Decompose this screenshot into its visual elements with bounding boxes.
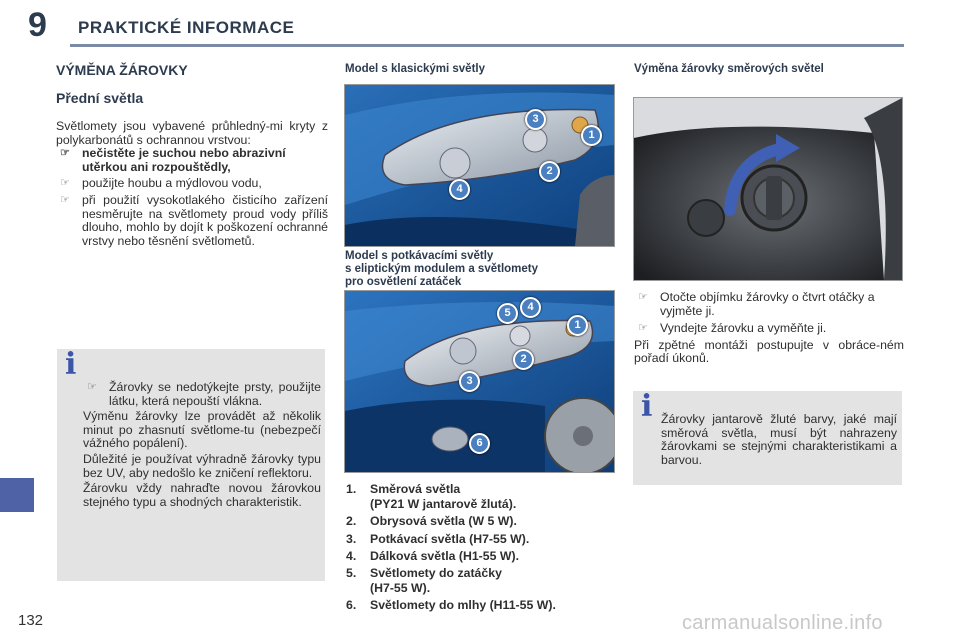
legend-text: Směrová světla bbox=[370, 482, 461, 496]
reassembly-note: Při zpětné montáži postupujte v obráce-ném pořadí úkonů. bbox=[634, 337, 904, 366]
section-title: VÝMĚNA ŽÁROVKY bbox=[56, 62, 188, 78]
step-item bbox=[634, 322, 904, 336]
info-para: Žárovku vždy nahraďte novou žárovkou stejného typu a shodných charakteristik. bbox=[83, 481, 321, 509]
legend-number: 1. bbox=[346, 482, 357, 496]
callout-badge bbox=[520, 297, 541, 318]
indicator-bulb-photo bbox=[633, 97, 903, 281]
model-heading-elliptic bbox=[345, 250, 538, 289]
indicator-bulb-illustration bbox=[634, 98, 902, 280]
callout-badge bbox=[469, 433, 490, 454]
step-text: Otočte objímku žárovky o čtvrt otáčky a vyjměte ji. bbox=[660, 290, 875, 318]
indicator-heading: Výměna žárovky směrových světel bbox=[634, 63, 824, 75]
callout-badge bbox=[567, 315, 588, 336]
info-content bbox=[83, 381, 321, 509]
legend-text: (H7-55 W). bbox=[370, 581, 431, 596]
headlight-classic-illustration bbox=[345, 85, 614, 246]
callout-badge bbox=[525, 109, 546, 130]
callout-badge bbox=[497, 303, 518, 324]
pointer-icon: ☞ bbox=[60, 177, 70, 190]
badge-label: 6 bbox=[469, 433, 490, 454]
legend-text: (PY21 W jantarově žlutá). bbox=[370, 497, 517, 512]
badge-label: 2 bbox=[539, 161, 560, 182]
indicator-steps bbox=[634, 291, 904, 366]
bullet-text: nečistěte je suchou nebo abrazivní utěrkou ani rozpouštědly, bbox=[82, 146, 286, 174]
header-rule bbox=[70, 44, 904, 47]
legend-text: Dálková světla (H1-55 W). bbox=[370, 548, 519, 563]
callout-badge bbox=[459, 371, 480, 392]
legend-item bbox=[346, 482, 616, 512]
info-bullet-text: Žárovky se nedotýkejte prsty, použijte látku, která nepouští vlákna. bbox=[109, 380, 321, 408]
step-item bbox=[634, 291, 904, 318]
legend-item bbox=[346, 532, 616, 547]
legend-text: Světlomety do zatáčky bbox=[370, 566, 502, 581]
info-para: Důležité je používat výhradně žárovky typu bez UV, aby nedošlo ke zničení reflektoru. bbox=[83, 451, 321, 480]
intro-block bbox=[56, 120, 328, 248]
badge-label: 5 bbox=[497, 303, 518, 324]
badge-label: 4 bbox=[449, 179, 470, 200]
badge-label: 1 bbox=[581, 125, 602, 146]
badge-label: 3 bbox=[459, 371, 480, 392]
page-number: 132 bbox=[18, 612, 44, 629]
legend-number: 2. bbox=[346, 514, 357, 529]
legend-item bbox=[346, 514, 616, 529]
badge-label: 1 bbox=[567, 315, 588, 336]
pointer-icon: ☞ bbox=[638, 322, 648, 335]
callout-badge bbox=[513, 349, 534, 370]
bullet-item bbox=[56, 147, 328, 174]
legend-number: 6. bbox=[346, 598, 357, 613]
callout-badge bbox=[581, 125, 602, 146]
bullet-text: při použití vysokotlakého čisticího zařízení nesměrujte na světlomety proud vody příliš dlouho, mohlo by dojít k poškození ochranné vrstvy nebo těsnění světlometů. bbox=[82, 192, 328, 248]
legend-number: 4. bbox=[346, 548, 357, 563]
bullet-item bbox=[56, 177, 328, 191]
info-box-amber bbox=[633, 391, 902, 485]
chapter-title: PRAKTICKÉ INFORMACE bbox=[78, 18, 295, 37]
callout-badge bbox=[539, 161, 560, 182]
headlight-photo-elliptic bbox=[344, 290, 615, 473]
intro-text: Světlomety jsou vybavené průhledný-mi kryty z polykarbonátů s ochrannou vrstvou: bbox=[56, 119, 328, 147]
badge-label: 3 bbox=[525, 109, 546, 130]
headlight-photo-classic bbox=[344, 84, 615, 247]
badge-label: 4 bbox=[520, 297, 541, 318]
legend-item bbox=[346, 549, 616, 564]
legend-item bbox=[346, 598, 616, 613]
pointer-icon: ☞ bbox=[60, 193, 70, 206]
info-amber-text: Žárovky jantarově žluté barvy, jaké mají směrová světla, musí být nahrazeny žárovkami se stejnými charakteristikami a barvou. bbox=[661, 412, 897, 467]
legend-number: 3. bbox=[346, 531, 357, 546]
legend-text: Světlomety do mlhy (H11-55 W). bbox=[370, 598, 556, 613]
info-para: Výměnu žárovky lze provádět až několik minut po zhasnutí světlome-tu (nebezpečí vážného popálení). bbox=[83, 409, 321, 451]
bullet-item bbox=[56, 194, 328, 248]
chapter-number: 9 bbox=[28, 6, 47, 44]
heading-line: s eliptickým modulem a světlomety bbox=[345, 263, 539, 275]
model-heading-classic: Model s klasickými světly bbox=[345, 63, 485, 75]
heading-line: pro osvětlení zatáček bbox=[345, 276, 462, 288]
badge-label: 2 bbox=[513, 349, 534, 370]
legend-text: Potkávací světla (H7-55 W). bbox=[370, 531, 530, 546]
heading-line: Model s potkávacími světly bbox=[345, 250, 494, 262]
callout-badge bbox=[449, 179, 470, 200]
section-subtitle: Přední světla bbox=[56, 90, 144, 106]
legend-text: Obrysová světla (W 5 W). bbox=[370, 514, 517, 529]
pointer-icon: ☞ bbox=[60, 147, 70, 160]
pointer-icon: ☞ bbox=[87, 381, 97, 393]
pointer-icon: ☞ bbox=[638, 291, 648, 303]
legend-item bbox=[346, 566, 616, 596]
info-icon: i bbox=[641, 389, 653, 424]
chapter-side-tab bbox=[0, 478, 34, 512]
bullet-text: použijte houbu a mýdlovou vodu, bbox=[82, 176, 262, 191]
step-text: Vyndejte žárovku a vyměňte ji. bbox=[660, 321, 827, 336]
info-bullet bbox=[83, 381, 321, 408]
watermark: carmanualsonline.info bbox=[682, 612, 883, 634]
bulb-legend-list bbox=[346, 482, 616, 614]
info-icon: i bbox=[65, 347, 77, 382]
legend-number: 5. bbox=[346, 566, 357, 581]
info-box-warning bbox=[57, 349, 325, 581]
